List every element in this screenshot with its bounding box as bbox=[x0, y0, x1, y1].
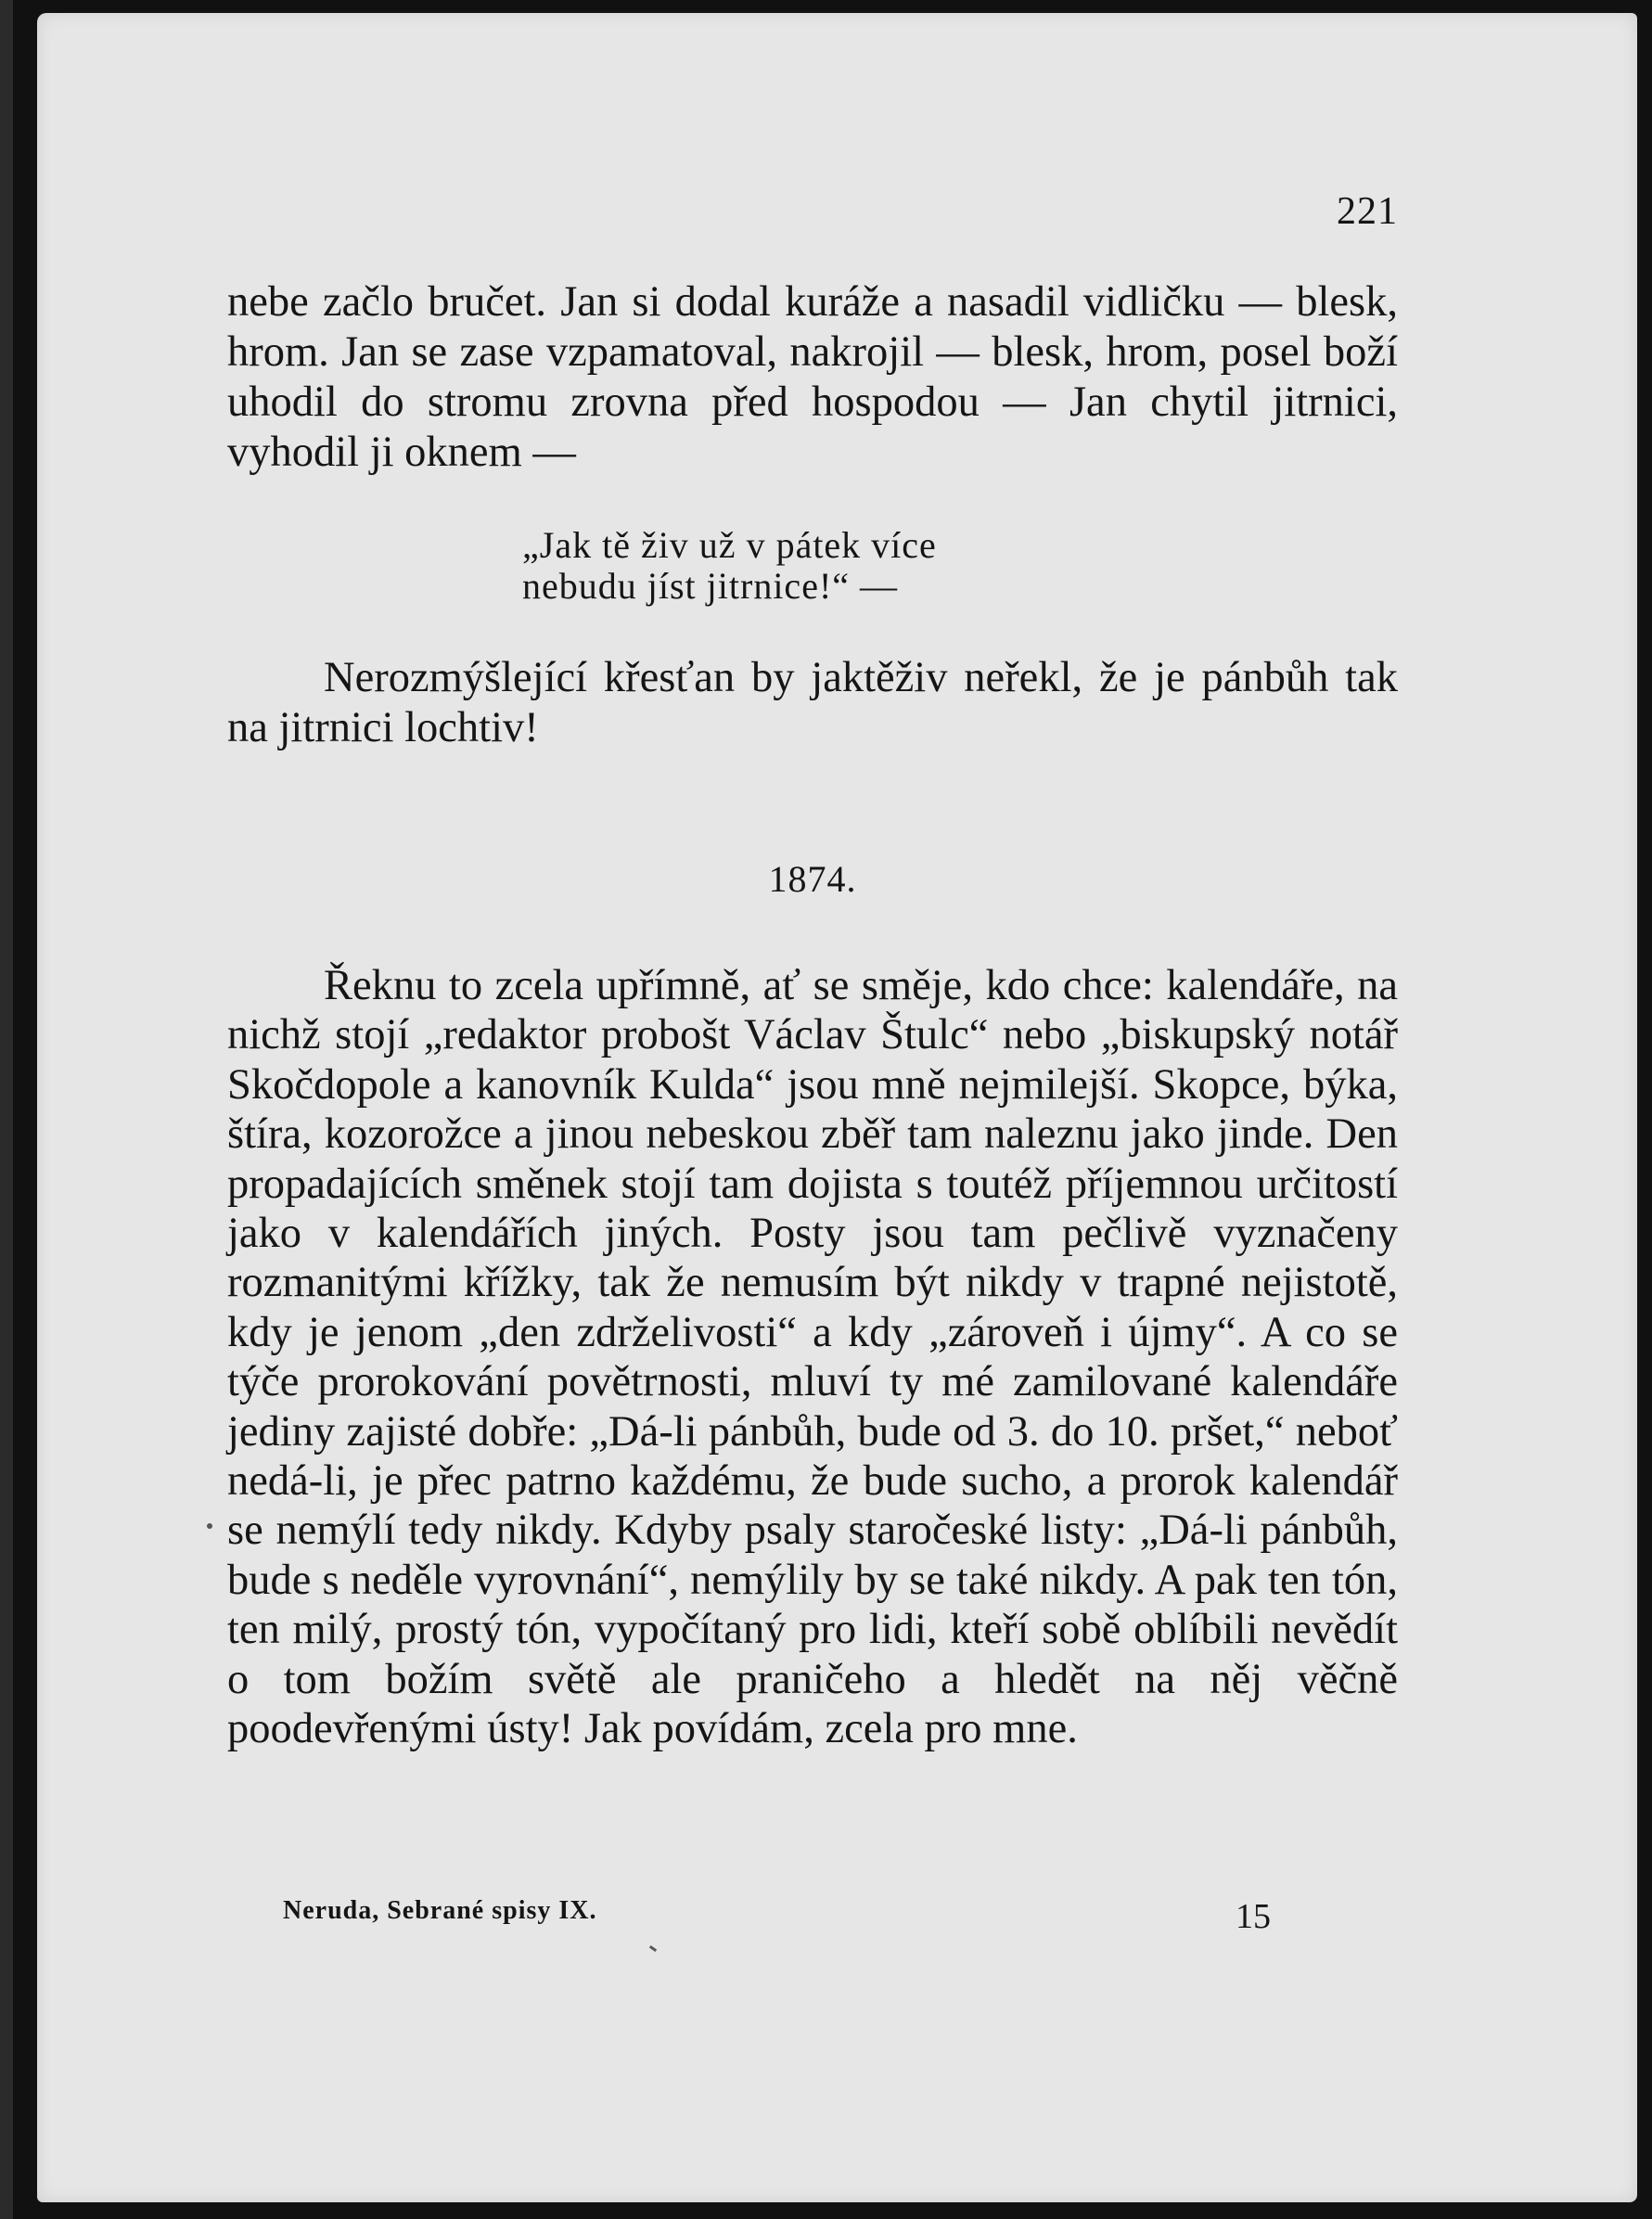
quoted-verse bbox=[522, 525, 937, 607]
footer-sheet-number: 15 bbox=[1236, 1897, 1271, 1936]
footer-signature: Neruda, Sebrané spisy IX. bbox=[283, 1896, 597, 1925]
verse-line: „Jak tě živ už v pátek více bbox=[522, 524, 937, 566]
page-number: 221 bbox=[1337, 190, 1398, 233]
paragraph-calendars: Řeknu to zcela upřímně, ať se směje, kdo chce: kalendáře, na nichž stojí „redaktor probošt Václav Štulc“ nebo „biskupský notář Skočdopole a kanovník Kulda“ jsou mně nejmilejší. Skopce, býka, štíra, kozorožce a jinou nebeskou zběř tam naleznu jako jinde. Den propadajících směnek stojí tam dojista s toutéž příjemnou určitostí jako v kalendářích jiných. Posty jsou tam pečlivě vyznačeny rozmanitými křížky, tak že nemusím být nikdy v trapné nejistotě, kdy je jenom „den zdrželivosti“ a kdy „zároveň i újmy“. A co se týče prorokování povětrnosti, mluví ty mé zamilované kalendáře jediny zajisté dobře: „Dá-li pánbůh, bude od 3. do 10. pršet,“ neboť nedá-li, je přec patrno každému, že bude sucho, a prorok kalendář se nemýlí tedy nikdy. Kdyby psaly staročeské listy: „Dá-li pánbůh, bude s neděle vyrovnání“, nemýlily by se také nikdy. A pak ten tón, ten milý, prostý tón, vypočítaný pro lidi, kteří sobě oblíbili nevědít o tom božím světě ale praničeho a hledět na něj věčně poodevřenými ústy! Jak povídám, zcela pro mne. bbox=[227, 962, 1398, 1753]
section-year-heading: 1874. bbox=[768, 858, 857, 900]
paragraph-jitrnice-story: nebe začlo bručet. Jan si dodal kuráže a nasadil vidličku — blesk, hrom. Jan se zase vzpamatoval, nakrojil — blesk, hrom, posel boží uhodil do stromu zrovna před hospodou — Jan chytil jitrnici, vyhodil ji oknem — bbox=[227, 278, 1398, 476]
ink-speck bbox=[649, 1945, 657, 1952]
verse-line: nebudu jíst jitrnice!“ — bbox=[522, 565, 899, 607]
ink-speck bbox=[207, 1523, 212, 1529]
previous-page-edge bbox=[0, 0, 13, 2219]
paragraph-conclusion: Nerozmýšlející křesťan by jaktěživ neřekl, že je pánbůh tak na jitrnici lochtiv! bbox=[227, 654, 1398, 751]
book-page bbox=[37, 13, 1637, 2202]
